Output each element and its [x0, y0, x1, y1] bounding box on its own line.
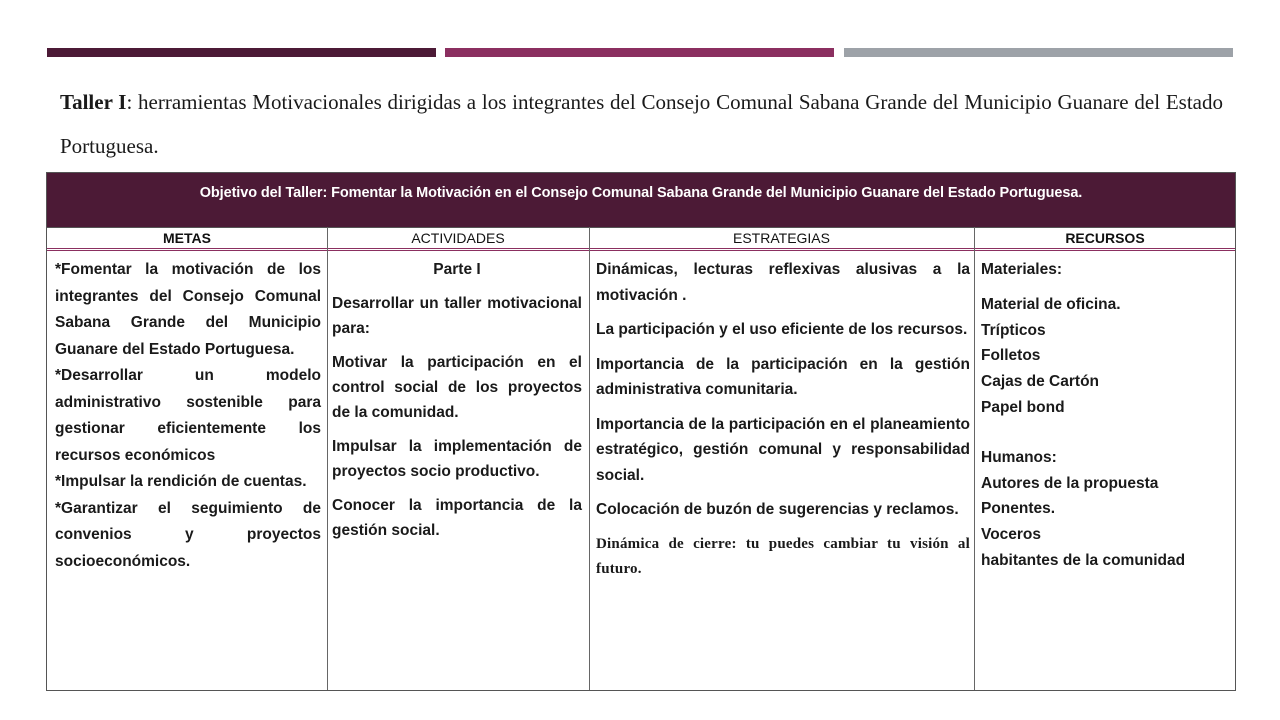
slide-title [60, 80, 1223, 168]
metas-cell [55, 257, 321, 575]
header-metas: METAS [163, 230, 211, 246]
recurso-item: Autores de la propuesta [981, 474, 1159, 492]
recurso-item: Cajas de Cartón [981, 373, 1100, 391]
actividad-item: Motivar la participación en el control social de los proyectos de la comunidad. [332, 354, 582, 421]
recurso-item: habitantes de la comunidad [981, 551, 1186, 569]
header-row [47, 227, 1235, 251]
recurso-item: Trípticos [981, 321, 1046, 339]
column-divider [589, 227, 590, 690]
recurso-item: Papel bond [981, 398, 1065, 416]
humanos-label: Humanos: [981, 448, 1057, 466]
header-recursos: RECURSOS [1065, 230, 1145, 246]
estrategia-item: Importancia de la participación en el planeamiento estratégico, gestión comunal y responsabilidad social. [596, 415, 970, 484]
title-label: Taller I [60, 90, 127, 114]
recurso-item: Ponentes. [981, 500, 1056, 518]
materiales-label: Materiales: [981, 261, 1062, 278]
actividad-item: Desarrollar un taller motivacional para: [332, 295, 582, 337]
header-actividades: ACTIVIDADES [411, 230, 505, 246]
meta-item: *Garantizar el seguimiento de convenios y proyectos socioeconómicos. [55, 499, 321, 570]
objective-row: Objetivo del Taller: Fomentar la Motivación en el Consejo Comunal Sabana Grande del Municipio Guanare del Estado Portuguesa. [47, 173, 1235, 227]
estrategia-item: Colocación de buzón de sugerencias y reclamos. [596, 501, 959, 518]
estrategia-item: Importancia de la participación en la gestión administrativa comunitaria. [596, 355, 970, 398]
meta-item: *Fomentar la motivación de los integrantes del Consejo Comunal Sabana Grande del Municipio Guanare del Estado Portuguesa. [55, 261, 321, 358]
title-text: : herramientas Motivacionales dirigidas a los integrantes del Consejo Comunal Sabana Grande del Municipio Guanare del Estado Portuguesa. [60, 90, 1223, 158]
recurso-item: Voceros [981, 526, 1042, 544]
actividad-item: Impulsar la implementación de proyectos socio productivo. [332, 438, 582, 480]
actividad-item: Conocer la importancia de la gestión social. [332, 497, 582, 539]
column-divider [974, 227, 975, 690]
recurso-item: Folletos [981, 347, 1041, 365]
actividades-heading: Parte I [433, 261, 481, 278]
actividades-cell [332, 257, 582, 543]
header-bar-2 [445, 48, 834, 57]
column-divider [327, 227, 328, 690]
spacer [981, 421, 1231, 445]
recursos-cell [981, 257, 1231, 574]
estrategia-item: Dinámica de cierre: tu puedes cambiar tu visión al futuro. [596, 535, 970, 577]
header-bar-1 [47, 48, 436, 57]
recurso-item: Material de oficina. [981, 295, 1121, 313]
meta-item: *Desarrollar un modelo administrativo sostenible para gestionar eficientemente los recursos económicos [55, 367, 321, 464]
header-estrategias: ESTRATEGIAS [733, 230, 830, 246]
meta-item: *Impulsar la rendición de cuentas. [55, 473, 307, 490]
workshop-table [46, 172, 1236, 691]
estrategia-item: Dinámicas, lecturas reflexivas alusivas a la motivación . [596, 261, 970, 304]
estrategias-cell [596, 257, 970, 583]
header-bar-3 [844, 48, 1233, 57]
estrategia-item: La participación y el uso eficiente de los recursos. [596, 321, 968, 338]
